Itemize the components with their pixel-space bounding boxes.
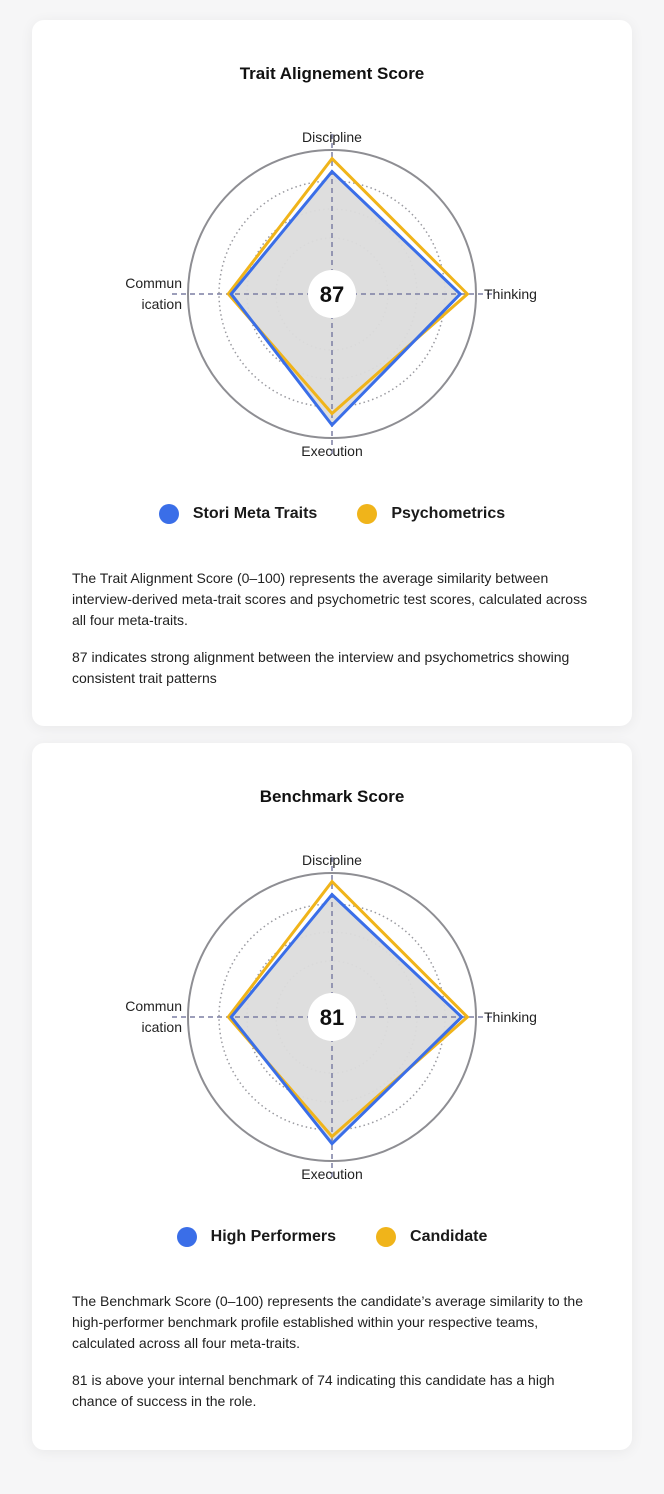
axis-label-thinking: Thinking — [484, 286, 537, 302]
card-title: Trait Alignement Score — [239, 64, 425, 83]
benchmark-card — [32, 743, 632, 1450]
legend-item-high-performers[interactable] — [177, 1227, 336, 1247]
benchmark-radar-chart — [102, 843, 562, 1193]
axis-label-communication: Commun — [125, 998, 182, 1014]
legend-label: Psychometrics — [391, 505, 506, 522]
axis-label-communication-line2: ication — [141, 296, 182, 312]
card-title: Benchmark Score — [259, 787, 405, 806]
axis-label-discipline: Discipline — [302, 852, 362, 868]
trait-alignment-card — [32, 20, 632, 726]
axis-label-communication: Commun — [125, 275, 182, 291]
chart-legend — [32, 1227, 632, 1247]
description-paragraph: The Trait Alignment Score (0–100) represents the average similarity between interview-derived meta-trait scores and psychometric test scores, calculated across all four meta-traits. — [72, 570, 588, 628]
legend-dot-icon — [357, 504, 377, 524]
score-value: 81 — [319, 1005, 345, 1030]
axis-label-execution: Execution — [301, 1166, 363, 1182]
axis-label-execution: Execution — [301, 443, 363, 459]
description-paragraph: 81 is above your internal benchmark of 74 indicating this candidate has a high chance of success in the role. — [72, 1372, 555, 1409]
score-value: 87 — [319, 282, 345, 307]
legend-label: High Performers — [210, 1228, 337, 1245]
legend-dot-icon — [177, 1227, 197, 1247]
legend-item-stori-meta-traits[interactable] — [159, 504, 317, 524]
legend-label: Stori Meta Traits — [192, 505, 318, 522]
description-paragraph: 87 indicates strong alignment between the interview and psychometrics showing consistent trait patterns — [72, 649, 570, 686]
axis-label-discipline: Discipline — [302, 129, 362, 145]
legend-label: Candidate — [410, 1228, 488, 1245]
legend-dot-icon — [159, 504, 179, 524]
description-paragraph: The Benchmark Score (0–100) represents the candidate’s average similarity to the high-performer benchmark profile established within your respective teams, calculated across all four meta-traits. — [72, 1293, 584, 1351]
trait-alignment-radar-chart — [102, 120, 562, 470]
score-description — [72, 1291, 597, 1428]
axis-label-communication-line2: ication — [141, 1019, 182, 1035]
legend-item-candidate[interactable] — [376, 1227, 487, 1247]
chart-legend — [32, 504, 632, 524]
score-description — [72, 568, 597, 705]
legend-dot-icon — [376, 1227, 396, 1247]
legend-item-psychometrics[interactable] — [357, 504, 505, 524]
axis-label-thinking: Thinking — [484, 1009, 537, 1025]
